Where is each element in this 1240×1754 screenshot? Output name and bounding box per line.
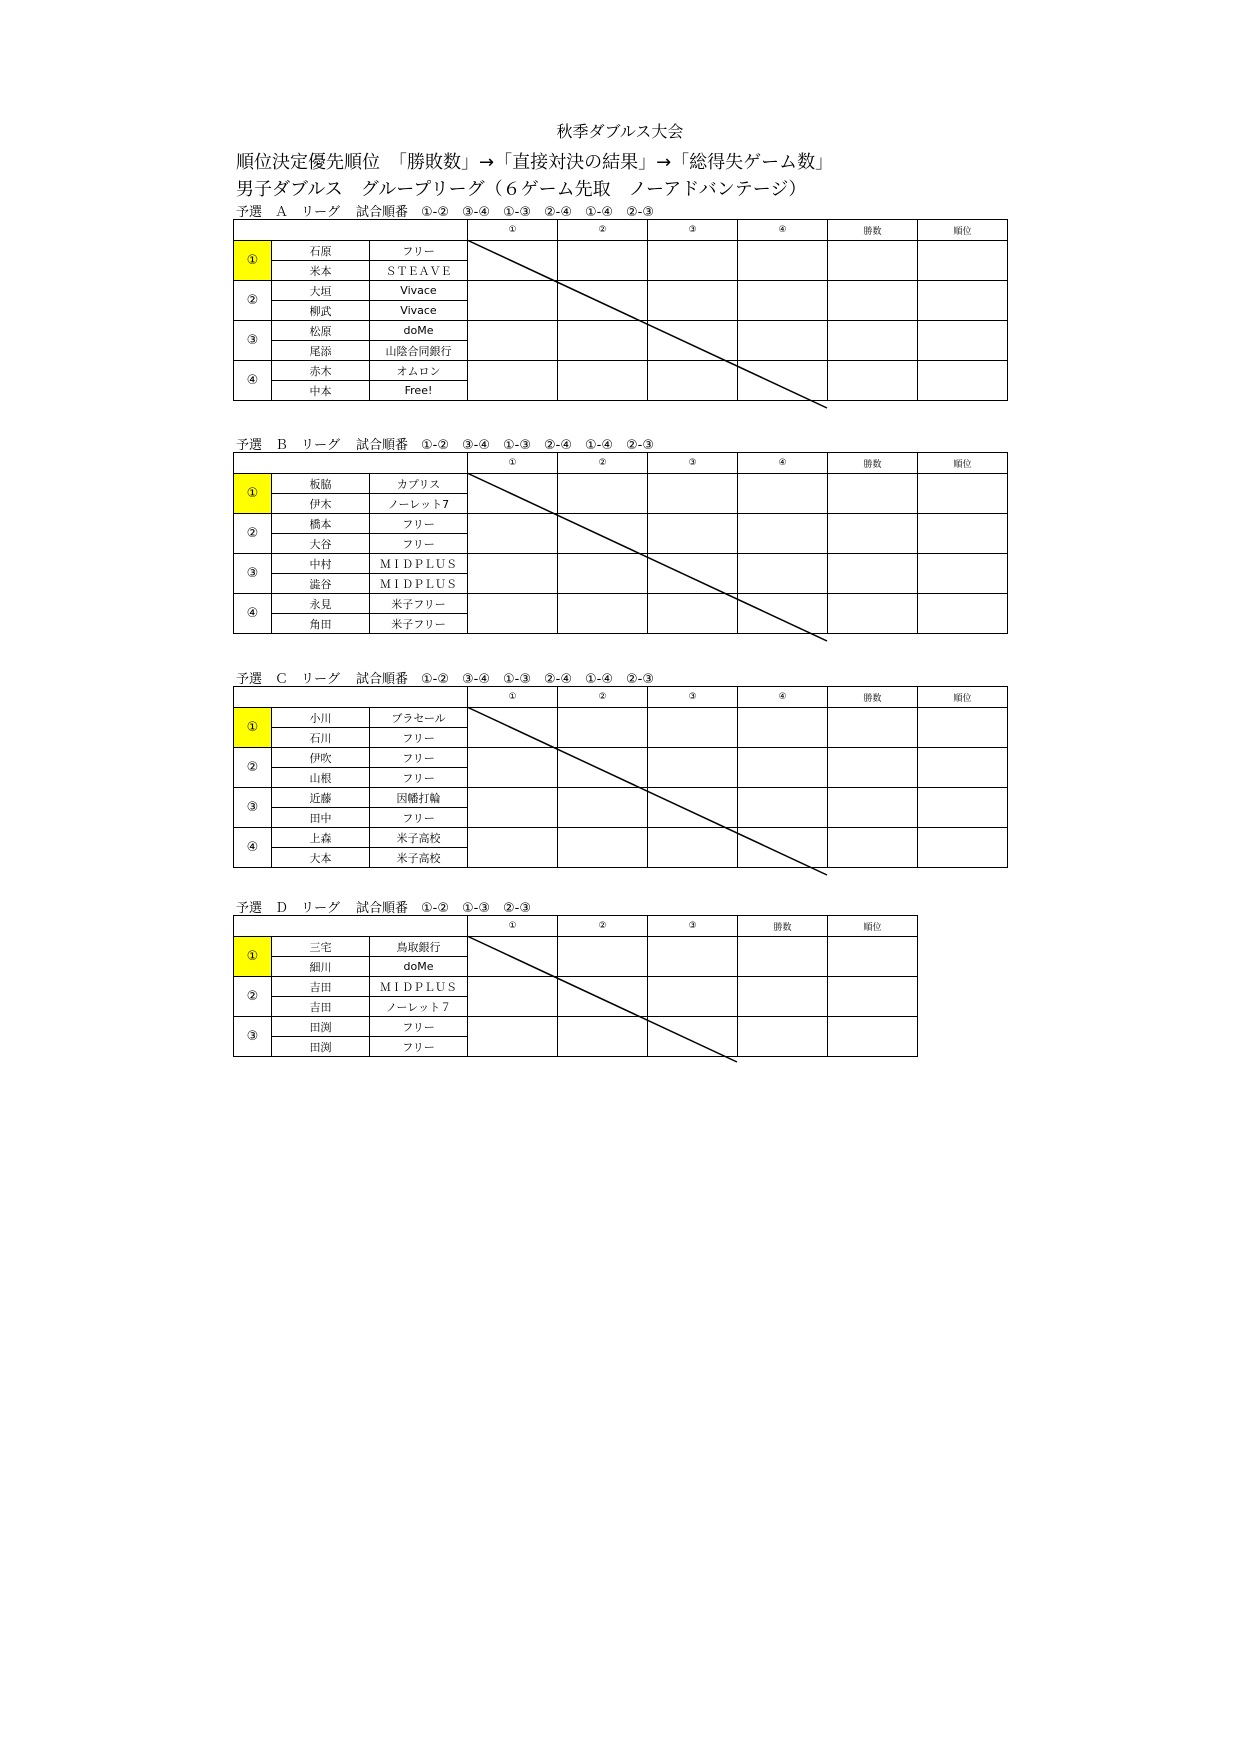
score-cell[interactable] [738,321,828,361]
column-header: 勝数 [828,220,918,241]
player-name: 小川 [272,708,370,728]
column-header: ④ [738,220,828,241]
player-club: オムロン [370,361,468,381]
player-club: フリー [370,808,468,828]
rank-cell[interactable] [918,708,1008,748]
player-row [234,828,1008,848]
pair-number: ③ [234,321,272,361]
column-header: 順位 [918,220,1008,241]
player-name: 赤木 [272,361,370,381]
score-cell[interactable] [558,708,648,748]
score-cell[interactable] [648,361,738,401]
player-row [234,514,1008,534]
player-club: 米子フリー [370,594,468,614]
wins-cell[interactable] [828,594,918,634]
score-cell[interactable] [468,514,558,554]
player-club: 因幡打輪 [370,788,468,808]
wins-cell[interactable] [828,514,918,554]
rank-cell[interactable] [918,361,1008,401]
wins-cell[interactable] [828,281,918,321]
player-club: ＭＩＤＰＬＵＳ [370,977,468,997]
score-cell[interactable] [648,937,738,977]
page-title: 秋季ダブルス大会 [556,122,684,141]
player-name: 松原 [272,321,370,341]
player-club: 米子高校 [370,848,468,868]
player-row [234,321,1008,341]
score-cell[interactable] [468,594,558,634]
pair-number: ③ [234,554,272,594]
column-header: ④ [738,687,828,708]
player-name: 上森 [272,828,370,848]
score-cell[interactable] [558,594,648,634]
player-club: ノーレット７ [370,997,468,1017]
player-name: 中本 [272,381,370,401]
event-name: 男子ダブルス グループリーグ（６ゲーム先取 ノーアドバンテージ） [236,179,807,200]
player-club: 山陰合同銀行 [370,341,468,361]
score-cell[interactable] [558,748,648,788]
score-cell[interactable] [558,474,648,514]
player-name: 柳武 [272,301,370,321]
pair-number: ③ [234,788,272,828]
league-table [233,219,1008,401]
league-name: 予選 Ｃ リーグ [236,672,341,687]
player-name: 田中 [272,808,370,828]
score-cell[interactable] [558,1017,648,1057]
score-cell[interactable] [648,281,738,321]
score-cell[interactable] [738,554,828,594]
player-club: Free! [370,381,468,401]
rank-cell[interactable] [918,594,1008,634]
league-table [233,452,1008,634]
player-row [234,708,1008,728]
score-cell[interactable] [648,514,738,554]
score-cell[interactable] [468,554,558,594]
player-row [234,281,1008,301]
score-cell[interactable] [558,554,648,594]
player-club: フリー [370,241,468,261]
rank-cell[interactable] [918,748,1008,788]
score-cell[interactable] [648,708,738,748]
wins-cell[interactable] [828,554,918,594]
player-name: 澁谷 [272,574,370,594]
player-name: 中村 [272,554,370,574]
player-row [234,1017,918,1037]
rank-cell[interactable] [918,554,1008,594]
player-row [234,554,1008,574]
player-club: ＭＩＤＰＬＵＳ [370,574,468,594]
score-cell[interactable] [558,937,648,977]
score-cell[interactable] [468,321,558,361]
player-name: 三宅 [272,937,370,957]
score-cell[interactable] [648,474,738,514]
score-cell[interactable] [558,788,648,828]
score-cell[interactable] [558,828,648,868]
rank-cell[interactable] [918,514,1008,554]
player-row [234,594,1008,614]
pair-number: ② [234,977,272,1017]
column-header: ④ [738,453,828,474]
player-club: Vivace [370,301,468,321]
pair-number: ③ [234,1017,272,1057]
player-club: カプリス [370,474,468,494]
score-cell[interactable] [468,788,558,828]
score-cell[interactable] [738,474,828,514]
wins-cell[interactable] [828,361,918,401]
player-name: 大谷 [272,534,370,554]
header-blank-cell [234,220,468,241]
score-cell[interactable] [738,788,828,828]
rank-cell[interactable] [828,937,918,977]
column-header: ① [468,220,558,241]
player-name: 山根 [272,768,370,788]
league-table [233,686,1008,868]
player-club: フリー [370,1017,468,1037]
player-name: 永見 [272,594,370,614]
column-header: 順位 [918,687,1008,708]
column-header: ③ [648,453,738,474]
score-cell[interactable] [738,708,828,748]
score-cell[interactable] [468,708,558,748]
player-row [234,977,918,997]
player-club: 米子高校 [370,828,468,848]
player-club: doMe [370,957,468,977]
column-header: ① [468,916,558,937]
player-row [234,361,1008,381]
header-blank-cell [234,453,468,474]
wins-cell[interactable] [738,937,828,977]
column-header: ③ [648,687,738,708]
score-cell[interactable] [738,361,828,401]
league-name: 予選 Ｄ リーグ [236,901,341,916]
player-club: 鳥取銀行 [370,937,468,957]
player-name: 細川 [272,957,370,977]
league-label [236,897,531,916]
player-name: 大本 [272,848,370,868]
header-row [234,220,1008,241]
score-cell[interactable] [558,514,648,554]
rank-cell[interactable] [828,977,918,1017]
score-cell[interactable] [648,748,738,788]
score-cell[interactable] [648,594,738,634]
score-cell[interactable] [558,321,648,361]
wins-cell[interactable] [828,474,918,514]
rank-cell[interactable] [918,281,1008,321]
player-name: 石原 [272,241,370,261]
rank-cell[interactable] [918,828,1008,868]
score-cell[interactable] [738,514,828,554]
player-name: 伊木 [272,494,370,514]
league-name: 予選 Ｂ リーグ [236,438,341,453]
column-header: ① [468,453,558,474]
score-cell[interactable] [738,828,828,868]
score-cell[interactable] [648,977,738,1017]
column-header: ② [558,453,648,474]
player-name: 尾添 [272,341,370,361]
player-name: 吉田 [272,977,370,997]
player-name: 橋本 [272,514,370,534]
score-cell[interactable] [468,241,558,281]
header-blank-cell [234,687,468,708]
score-cell[interactable] [648,1017,738,1057]
pair-number: ② [234,281,272,321]
score-cell[interactable] [648,321,738,361]
rank-cell[interactable] [918,321,1008,361]
player-name: 田渕 [272,1017,370,1037]
player-club: フリー [370,728,468,748]
match-order: 試合順番 ①-② ③-④ ①-③ ②-④ ①-④ ②-③ [356,672,655,687]
player-club: doMe [370,321,468,341]
match-order: 試合順番 ①-② ①-③ ②-③ [356,901,532,916]
priority-rule: 順位決定優先順位 「勝敗数」→「直接対決の結果」→「総得失ゲーム数」 [236,152,834,173]
wins-cell[interactable] [738,977,828,1017]
header-row [234,453,1008,474]
column-header: 勝数 [828,453,918,474]
player-name: 板脇 [272,474,370,494]
match-order: 試合順番 ①-② ③-④ ①-③ ②-④ ①-④ ②-③ [356,438,655,453]
score-cell[interactable] [468,937,558,977]
player-row [234,937,918,957]
player-club: フリー [370,514,468,534]
header-blank-cell [234,916,468,937]
column-header: ② [558,220,648,241]
player-club: Vivace [370,281,468,301]
match-order: 試合順番 ①-② ③-④ ①-③ ②-④ ①-④ ②-③ [356,205,655,220]
score-cell[interactable] [648,241,738,281]
wins-cell[interactable] [738,1017,828,1057]
player-name: 角田 [272,614,370,634]
player-name: 近藤 [272,788,370,808]
player-name: 伊吹 [272,748,370,768]
wins-cell[interactable] [828,748,918,788]
score-cell[interactable] [558,977,648,1017]
column-header: ② [558,916,648,937]
rank-cell[interactable] [918,474,1008,514]
wins-cell[interactable] [828,241,918,281]
player-club: ＳＴＥＡＶＥ [370,261,468,281]
league-label [236,434,654,453]
player-club: フリー [370,768,468,788]
rank-cell[interactable] [918,788,1008,828]
column-header: 順位 [828,916,918,937]
player-name: 田渕 [272,1037,370,1057]
player-name: 米本 [272,261,370,281]
score-cell[interactable] [468,361,558,401]
player-club: フリー [370,748,468,768]
column-header: ③ [648,220,738,241]
score-cell[interactable] [468,828,558,868]
wins-cell[interactable] [828,708,918,748]
column-header: ② [558,687,648,708]
pair-number: ④ [234,594,272,634]
column-header: ③ [648,916,738,937]
pair-number: ① [234,937,272,977]
column-header: 勝数 [738,916,828,937]
pair-number: ② [234,748,272,788]
wins-cell[interactable] [828,788,918,828]
pair-number: ② [234,514,272,554]
column-header: ① [468,687,558,708]
score-cell[interactable] [558,281,648,321]
score-cell[interactable] [648,554,738,594]
pair-number: ① [234,241,272,281]
league-label [236,201,654,220]
header-row [234,687,1008,708]
player-name: 吉田 [272,997,370,1017]
pair-number: ④ [234,828,272,868]
pair-number: ④ [234,361,272,401]
score-cell[interactable] [558,241,648,281]
player-club: 米子フリー [370,614,468,634]
score-cell[interactable] [648,828,738,868]
rank-cell[interactable] [828,1017,918,1057]
score-cell[interactable] [738,241,828,281]
player-row [234,788,1008,808]
column-header: 順位 [918,453,1008,474]
rank-cell[interactable] [918,241,1008,281]
score-cell[interactable] [738,748,828,788]
score-cell[interactable] [468,748,558,788]
player-club: ノーレット7 [370,494,468,514]
wins-cell[interactable] [828,321,918,361]
score-cell[interactable] [558,361,648,401]
league-name: 予選 Ａ リーグ [236,205,341,220]
score-cell[interactable] [468,1017,558,1057]
player-club: フリー [370,534,468,554]
pair-number: ① [234,474,272,514]
player-row [234,474,1008,494]
score-cell[interactable] [738,594,828,634]
player-name: 石川 [272,728,370,748]
header-row [234,916,918,937]
score-cell[interactable] [468,474,558,514]
league-table [233,915,918,1057]
score-cell[interactable] [648,788,738,828]
score-cell[interactable] [468,977,558,1017]
score-cell[interactable] [468,281,558,321]
player-row [234,748,1008,768]
column-header: 勝数 [828,687,918,708]
player-row [234,241,1008,261]
league-label [236,668,654,687]
wins-cell[interactable] [828,828,918,868]
player-name: 大垣 [272,281,370,301]
player-club: ＭＩＤＰＬＵＳ [370,554,468,574]
player-club: ブラセール [370,708,468,728]
player-club: フリー [370,1037,468,1057]
score-cell[interactable] [738,281,828,321]
pair-number: ① [234,708,272,748]
